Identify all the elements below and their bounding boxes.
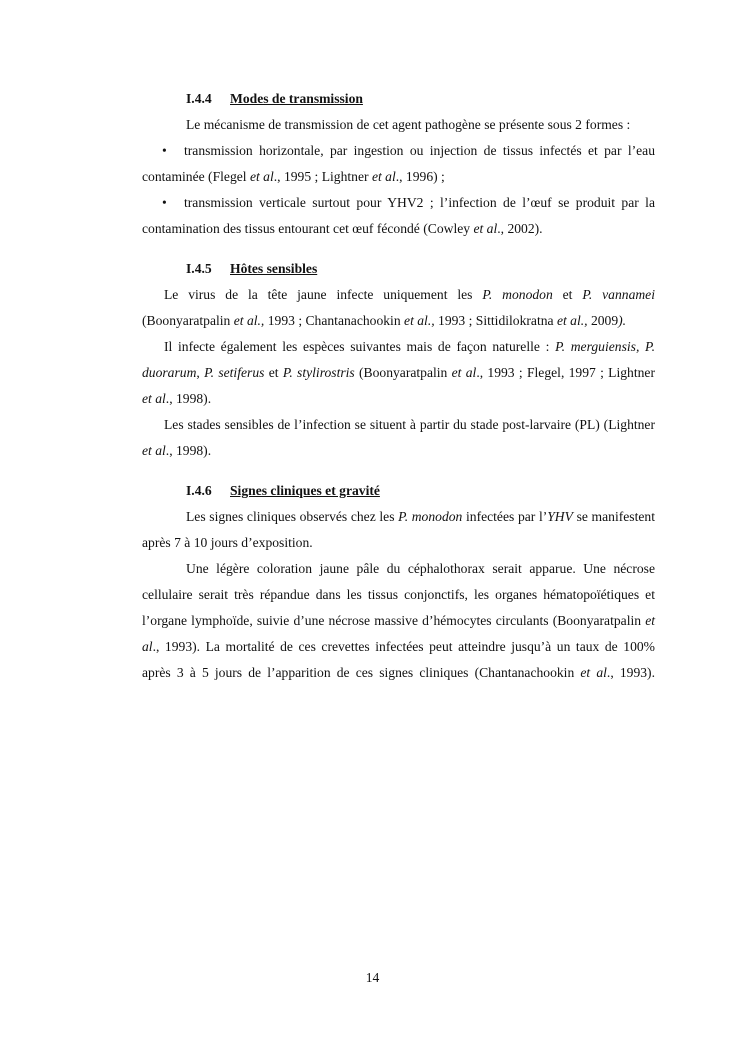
paragraph-hosts-stages: Les stades sensibles de l’infection se situent à partir du stade post-larvaire (PL) (Lightner et al., 1998). bbox=[142, 417, 655, 458]
section-title: Hôtes sensibles bbox=[230, 261, 318, 276]
bullet-vertical-transmission: • transmission verticale surtout pour YHV2 ; l’infection de l’œuf se produit par la contamination des tissus entourant cet œuf fécondé (Cowley et al., 2002). bbox=[142, 190, 655, 242]
bullet-icon: • bbox=[162, 143, 167, 158]
section-heading-i46 bbox=[142, 478, 655, 504]
paragraph-hosts-species: Le virus de la tête jaune infecte uniquement les P. monodon et P. vannamei (Boonyaratpalin et al., 1993 ; Chantanachookin et al., 1993 ; Sittidilokratna et al., 2009). bbox=[142, 287, 655, 328]
bullet-icon: • bbox=[162, 195, 167, 210]
section-title: Modes de transmission bbox=[230, 91, 363, 106]
paragraph-clinical-severity: Une légère coloration jaune pâle du céphalothorax serait apparue. Une nécrose cellulaire serait très répandue dans les tissus conjonctifs, les organes hématopoïétiques et l’organe lymphoïde, suivie d’une nécrose massive d’hémocytes circulants (Boonyaratpalin et al., 1993). La mortalité de ces crevettes infectées peut atteindre jusqu’à un taux de 100% après 3 à 5 jours de l’apparition de ces signes cliniques (Chantanachookin et al., 1993). bbox=[142, 561, 655, 680]
section-number: I.4.5 bbox=[186, 261, 212, 276]
section-spacer bbox=[142, 242, 655, 256]
paragraph-transmission-intro: Le mécanisme de transmission de cet agent pathogène se présente sous 2 formes : bbox=[186, 117, 631, 132]
paragraph-clinical-signs: Les signes cliniques observés chez les P. monodon infectées par l’YHV se manifestent après 7 à 10 jours d’exposition. bbox=[142, 509, 655, 550]
page-content bbox=[142, 86, 655, 686]
section-heading-i45 bbox=[142, 256, 655, 282]
section-heading-i44 bbox=[142, 86, 655, 112]
bullet-horizontal-transmission: • transmission horizontale, par ingestion ou injection de tissus infectés et par l’eau contaminée (Flegel et al., 1995 ; Lightner et al., 1996) ; bbox=[142, 138, 655, 190]
section-number: I.4.6 bbox=[186, 483, 212, 498]
section-title: Signes cliniques et gravité bbox=[230, 483, 380, 498]
page-number: 14 bbox=[365, 970, 380, 985]
section-number: I.4.4 bbox=[186, 91, 212, 106]
section-spacer bbox=[142, 464, 655, 478]
paragraph-hosts-natural: Il infecte également les espèces suivantes mais de façon naturelle : P. merguiensis, P. duorarum, P. setiferus et P. stylirostris (Boonyaratpalin et al., 1993 ; Flegel, 1997 ; Lightner et al., 1998). bbox=[142, 339, 655, 406]
